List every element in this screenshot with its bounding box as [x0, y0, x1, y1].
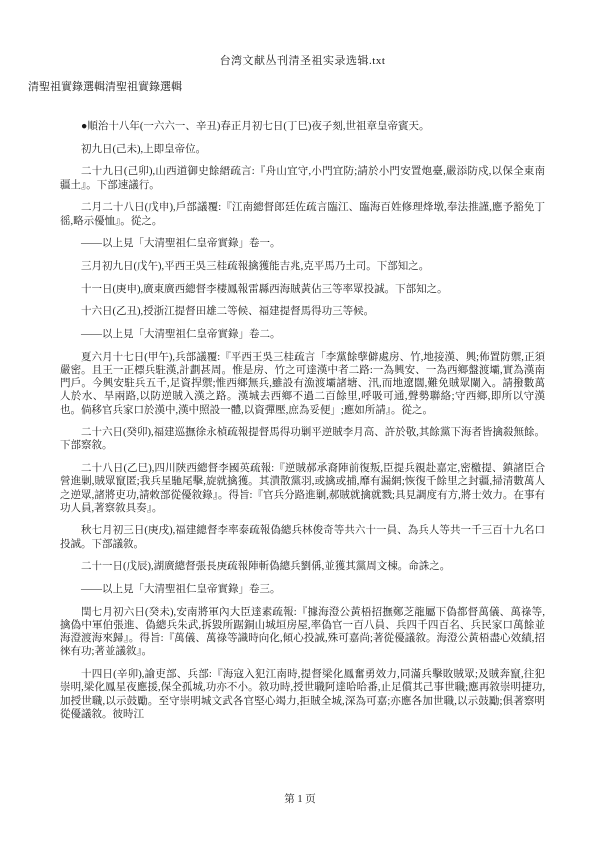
paragraph: 秋七月初三日(庚戌),福建總督李率泰疏報偽總兵林俊奇等共六十一員、為兵人等共一千三百十九名口投誠。下部議敘。 [60, 525, 545, 550]
paragraph: 十四日(辛卯),諭吏部、兵部:『海寇入犯江南時,提督梁化鳳奮勇效力,同滿兵擊敗賊眾;及賊奔竄,往犯崇明,梁化鳳星夜應援,保全孤城,功亦不小。敘功時,授世職阿達哈哈番,止足償其己事世職;應再敘崇明捷功,加授世職,以示鼓勵。至守崇明城文武各官堅心竭力,拒賊全城,深為可嘉;亦應各加世職,以示鼓勵;俱著察明從優議敘。彼時江 [60, 669, 545, 720]
page-number: 第 1 页 [284, 794, 316, 805]
paragraph: 二十一日(戊辰),湖廣總督張長庚疏報陣斬偽總兵劉偁,並獲其黨周文棟。命誅之。 [81, 561, 451, 573]
paragraph: 初九日(己未),上即皇帝位。 [81, 143, 207, 155]
paragraph: ——以上見「大清聖祖仁皇帝實錄」卷二。 [81, 329, 281, 341]
document-title: 台湾文献丛刊清圣祖实录选辑.txt [219, 55, 386, 67]
paragraph: ●順治十八年(一六六一、辛丑)春正月初七日(丁巳)夜子刻,世祖章皇帝賓天。 [81, 121, 430, 132]
paragraph: 夏六月十七日(甲午),兵部議覆:『平西王吳三桂疏言「李黨餘孽僻處房、竹,地接漢、興;佈置防禦,正須嚴密。且王一正標兵駐漢,計劃甚周。惟是房、竹之可達漢中者二路:一為興安、一為西鄉盤渡壩,實為漢南門戶。今興安駐兵五千,足資捍禦;惟西鄉無兵,雖設有漁渡壩諸塘、汛,而地遼闊,難免賊眾闌入。請撥數萬人於水、旱兩路,以防逆賊入漢之路。漢城去西鄉不過二百餘里,呼吸可通,聲勢聯絡;守西鄉,即所以守漢也。倘移官兵家口於漢中,漢中照設一體,以資彈壓,庶為妥便」;應如所請』。從之。 [60, 351, 545, 416]
paragraph: 二十九日(己卯),山西道御史餘縉疏言:『舟山宜守,小門宜防;請於小門安置炮臺,嚴添防戍,以保全東南疆土』。下部速議行。 [60, 166, 545, 191]
paragraph: 十六日(乙丑),授浙江提督田雄二等候、福建提督馬得功三等候。 [81, 306, 375, 318]
paragraph: ——以上見「大清聖祖仁皇帝實錄」卷三。 [81, 584, 281, 596]
paragraph: 閏七月初六日(癸未),安南將軍內大臣達素疏報:『據海澄公黃梧招撫鄭芝龍屬下偽都督萬儀、萬祿等,擒偽中軍伯張進、偽總兵朱武,拆毀所踞銅山城垣房屋,率偽官一百八員、兵四千四百名、兵民家口萬餘並海澄渡海來歸』。得旨:『萬儀、萬祿等識時向化,傾心投誠,殊可嘉尚;著從優議敘。海澄公黃梧盡心效績,招徠有功;著並議敘』。 [60, 606, 545, 658]
paragraph: 二十六日(癸卯),福建巡撫徐永楨疏報提督馬得功剿平逆賊李月高、許於敬,其餘黨下海者皆擒殺無餘。下部察敘。 [60, 427, 545, 452]
paragraph: 二月二十八日(戊申),戶部議覆:『江南總督郎廷佐疏言臨江、臨海百姓修理烽墩,奉法推謹,應予豁免丁徭,略示優恤』。從之。 [60, 202, 545, 227]
document-header: 清聖祖實錄選輯清聖祖實錄選輯 [28, 81, 182, 93]
paragraph: 二十八日(乙巳),四川陝西總督李國英疏報:『逆賊郝承裔陣前復叛,臣提兵親赴嘉定,密檄提、鎮諸臣合營進剿,賊眾竄匿;我兵星馳尾擊,旋就擒獲。其潰散黨羽,或擒或捕,靡有漏網;恢復千餘里之封疆,掃清數萬人之逆眾,諸將吏功,請敕部從優敘錄』。得旨:『官兵分路進剿,郝賊就擒就戮;具見調度有方,將士效力。在事有功人員,著察敘具奏』。 [60, 463, 545, 514]
paragraph: 三月初九日(戊午),平西王吳三桂疏報擒獲能吉兆,克平馬乃土司。下部知之。 [81, 260, 430, 272]
paragraph: 十一日(庚申),廣東廣西總督李棲鳳報雷縣西海賊黃佔三等率眾投誠。下部知之。 [81, 283, 448, 295]
paragraph: ——以上見「大清聖祖仁皇帝實錄」卷一。 [81, 238, 281, 250]
